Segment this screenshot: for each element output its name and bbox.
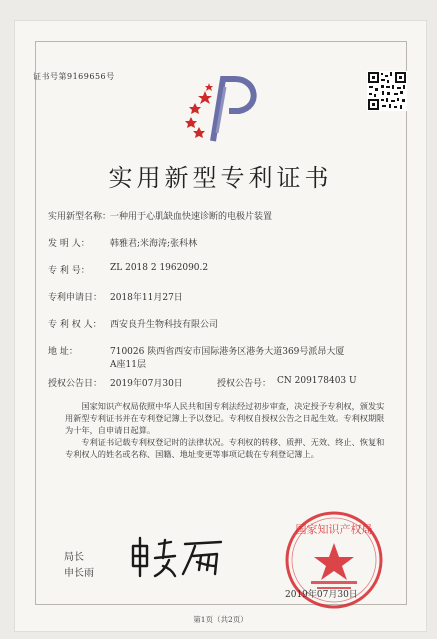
address-line-1: 710026 陕西省西安市国际港务区港务大道369号派昂大厦: [110, 347, 345, 357]
certificate-number: 证书号第9169656号: [33, 72, 115, 81]
inventor-value: 韩雅君;米海涛;张科林: [110, 239, 198, 249]
seal-text: 国家知识产权局: [295, 523, 373, 536]
director-title: 局长: [64, 552, 84, 563]
address-label: 地 址：: [48, 347, 78, 357]
patent-number-value: ZL 2018 2 1962090.2: [110, 263, 209, 273]
body-paragraph-1: 国家知识产权局依照中华人民共和国专利法经过初步审查，决定授予专利权，颁发实用新型专利证书并在专利登记簿上予以登记。专利权自授权公告之日起生效。专利权期限为十年，自申请日起算。: [65, 401, 385, 435]
filing-date-value: 2018年11月27日: [110, 293, 183, 303]
issue-date: 2019年07月30日: [285, 590, 358, 600]
cnipa-logo-icon: [183, 69, 267, 147]
qr-code-icon: [367, 71, 407, 111]
utility-model-name-label: 实用新型名称：: [48, 212, 112, 222]
body-paragraph-2: 专利证书记载专利权登记时的法律状况。专利权的转移、质押、无效、终止、恢复和专利权人的姓名或名称、国籍、地址变更等事项记载在专利登记簿上。: [65, 437, 385, 459]
grant-date-value: 2019年07月30日: [110, 379, 183, 389]
utility-model-name-value: 一种用于心肌缺血快速诊断的电极片装置: [110, 212, 273, 222]
patent-owner-value: 西安良升生物科技有限公司: [110, 320, 219, 330]
grant-number-label: 授权公告号：: [217, 379, 272, 389]
patent-owner-label: 专 利 权 人：: [48, 320, 102, 330]
inventor-label: 发 明 人：: [48, 239, 90, 249]
certificate-title: 实用新型专利证书: [108, 164, 333, 192]
director-name: 申长雨: [64, 568, 94, 579]
director-signature-icon: [125, 536, 235, 581]
certificate-body-text: [65, 400, 385, 460]
page-indicator: 第1页（共2页）: [193, 615, 248, 624]
patent-number-label: 专 利 号：: [48, 266, 90, 276]
certificate-page: [14, 20, 427, 632]
address-line-2: A座11层: [110, 360, 146, 370]
filing-date-label: 专利申请日：: [48, 293, 103, 303]
grant-date-label: 授权公告日：: [48, 379, 103, 389]
grant-number-value: CN 209178403 U: [277, 376, 357, 386]
